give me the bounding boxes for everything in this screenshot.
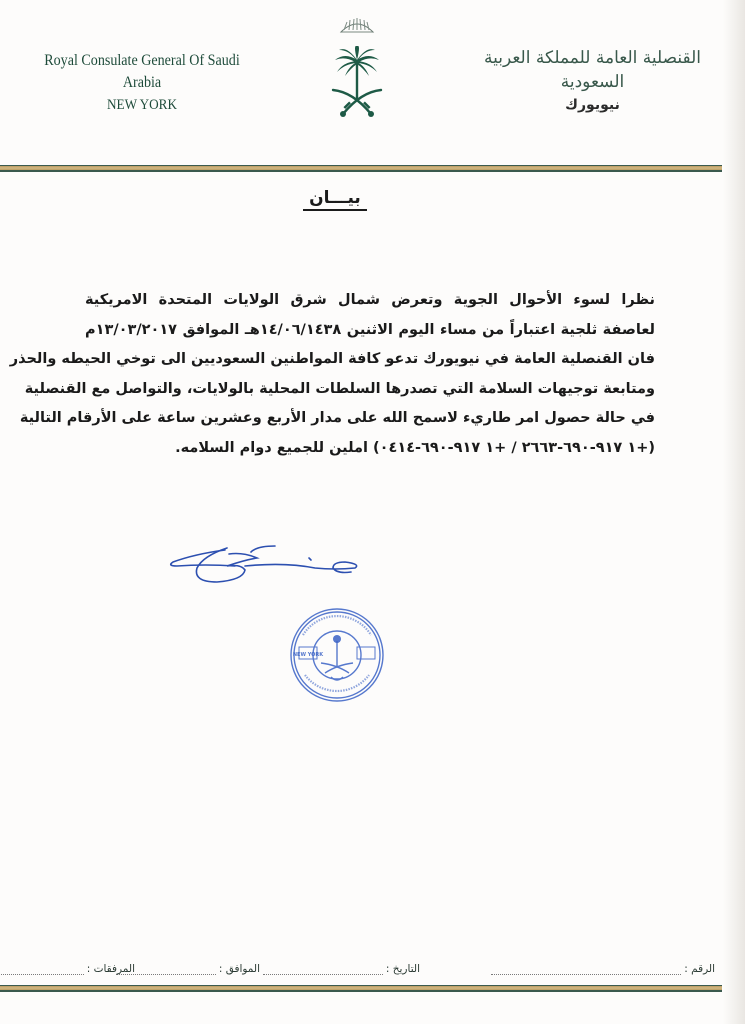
svg-text:NEW YORK: NEW YORK (292, 652, 324, 658)
page-edge-shadow (723, 0, 745, 1024)
reference-label: الرقم : (684, 963, 715, 975)
reference-dotted-line (491, 964, 681, 975)
english-consulate-name: Royal Consulate General Of Saudi Arabia (44, 52, 240, 91)
body-line: في حالة حصول امر طاريء لاسمح الله على مدار الأربع وعشرين ساعة على الأرقام التالية (19, 410, 655, 426)
body-line: (+١ ٩١٧-٦٩٠-٢٦٦٣ / +١ ٩١٧-٦٩٠-٠٤١٤) املين للجميع دوام السلامه. (175, 439, 655, 456)
signature-icon (165, 538, 375, 598)
basmala-icon (339, 14, 375, 36)
body-line: نظرا لسوء الأحوال الجوية وتعرض شمال شرق الولايات المتحدة الامريكية (85, 292, 655, 308)
corresponding-field (116, 963, 260, 975)
date-dotted-line (263, 964, 383, 975)
date-label: التاريخ : (385, 963, 420, 975)
attachments-dotted-line (0, 964, 84, 975)
body-line: فان القنصلية العامة في نيويورك تدعو كافة المواطنين السعوديين الى توخي الحيطه والحذر (9, 351, 655, 367)
reference-field (491, 963, 715, 975)
letterhead-arabic (455, 46, 730, 116)
title-text: بيـــان (303, 188, 367, 211)
attachments-label: المرفقات : (86, 963, 135, 975)
consulate-stamp-icon (287, 605, 387, 705)
arabic-consulate-name: القنصلية العامة للمملكة العربية السعودية (483, 48, 701, 92)
footer-divider (0, 985, 722, 992)
date-field (263, 963, 420, 975)
footer-fields (10, 963, 715, 981)
header-divider (0, 165, 722, 172)
corresponding-label: الموافق : (218, 963, 260, 975)
statement-body (9, 286, 655, 463)
attachments-field (0, 963, 135, 975)
body-line: ومتابعة توجيهات السلامة التي تصدرها السلطات المحلية بالولايات، والتواصل مع القنصلية (24, 380, 655, 397)
english-city: NEW YORK (106, 97, 178, 113)
letterhead-english (36, 50, 247, 116)
palm-and-swords-emblem-icon (331, 46, 383, 120)
body-line: لعاصفة ثلجية اعتباراً من مساء اليوم الاثنين ١٤/٠٦/١٤٣٨هـ الموافق ١٣/٠٣/٢٠١٧م (85, 321, 655, 338)
arabic-city: نيويورك (565, 97, 620, 113)
document-title (290, 188, 380, 208)
